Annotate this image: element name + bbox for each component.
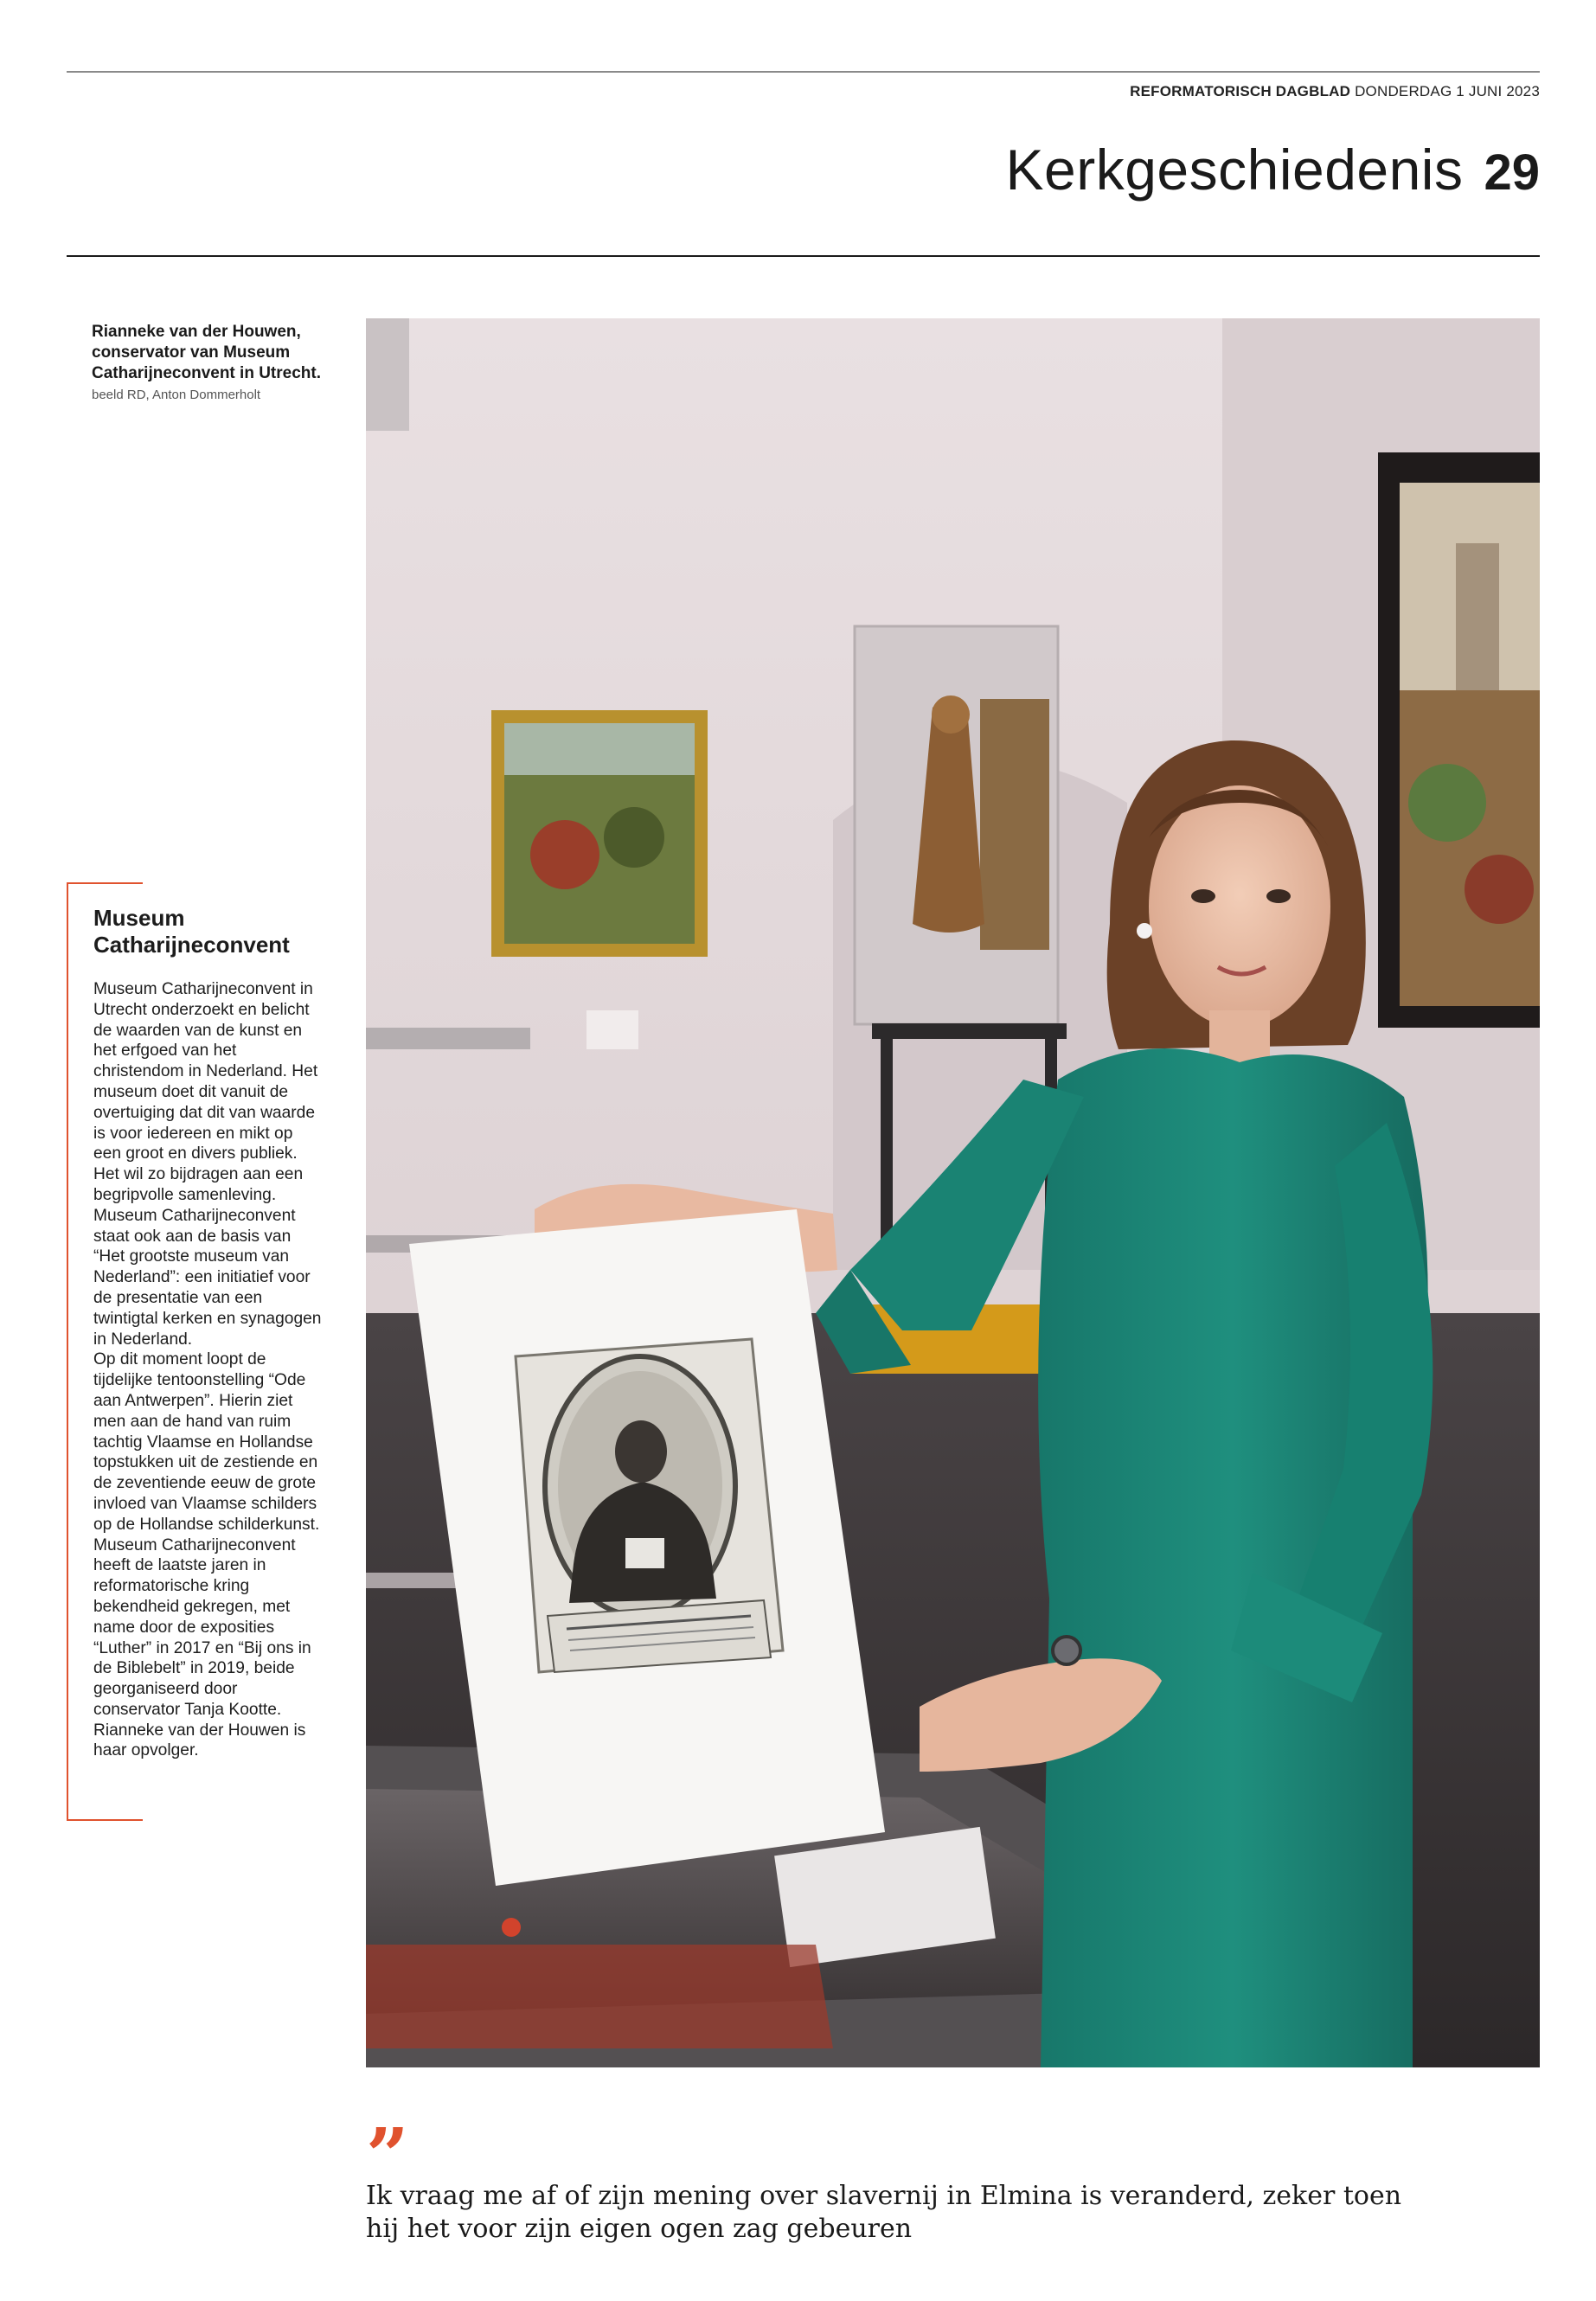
info-box-title: Museum Catharijneconvent <box>93 905 290 958</box>
photo-caption <box>92 322 325 406</box>
info-box-bottom-rule <box>68 1819 143 1821</box>
pull-quote <box>366 2112 1404 2246</box>
caption-text: Rianneke van der Houwen, conservator van Museum Catharijneconvent in Utrecht. <box>92 323 321 382</box>
info-box-top-rule <box>68 882 143 884</box>
museum-photo <box>366 318 1540 2067</box>
info-paragraph: Museum Catharijneconvent in Utrecht onderzoekt en belicht de waarden van de kunst en het erfgoed van het christendom in Nederland. Het museum doet dit vanuit de overtuiging dat dit van waarde is voor iedereen en mikt op een groot en divers publiek. Het wil zo bijdragen aan een begripvolle samenleving. <box>93 980 318 1204</box>
top-rule <box>67 71 1540 73</box>
info-paragraph: Museum Catharijneconvent staat ook aan de basis van “Het grootste museum van Nederland”: een initiatief voor de presentatie van een twintigtal kerken en synagogen in Nederland. <box>93 1206 322 1349</box>
caption-credit: beeld RD, Anton Dommerholt <box>92 388 261 402</box>
section-header <box>1006 137 1541 202</box>
section-title: Kerkgeschiedenis <box>1005 138 1464 202</box>
section-rule <box>67 255 1540 257</box>
quote-mark: ” <box>366 2112 409 2200</box>
page-number: 29 <box>1484 144 1540 201</box>
masthead-date: DONDERDAG 1 JUNI 2023 <box>1355 83 1540 99</box>
masthead <box>1130 83 1540 100</box>
info-paragraph: Op dit moment loopt de tijdelijke tentoonstelling “Ode aan Antwerpen”. Hierin ziet men aan de hand van ruim tachtig Vlaamse en Hollandse topstukken uit de zestiende en de zeventiende eeuw de grote invloed van Vlaamse schilders op de Hollandse schilderkunst. <box>93 1350 320 1534</box>
info-paragraph: Museum Catharijneconvent heeft de laatste jaren in reformatorische kring bekendheid gekregen, met name door de exposities “Luther” in 2017 en “Bij ons in de Biblebelt” in 2019, beide georganiseerd door conservator Tanja Kootte. Rianneke van der Houwen is haar opvolger. <box>93 1535 311 1760</box>
info-box-body <box>93 979 323 1761</box>
quote-text: Ik vraag me af of zijn mening over slavernij in Elmina is veranderd, zeker toen hij het voor zijn eigen ogen zag gebeuren <box>366 2181 1402 2244</box>
masthead-paper: REFORMATORISCH DAGBLAD <box>1130 83 1351 99</box>
info-box <box>67 882 328 1821</box>
